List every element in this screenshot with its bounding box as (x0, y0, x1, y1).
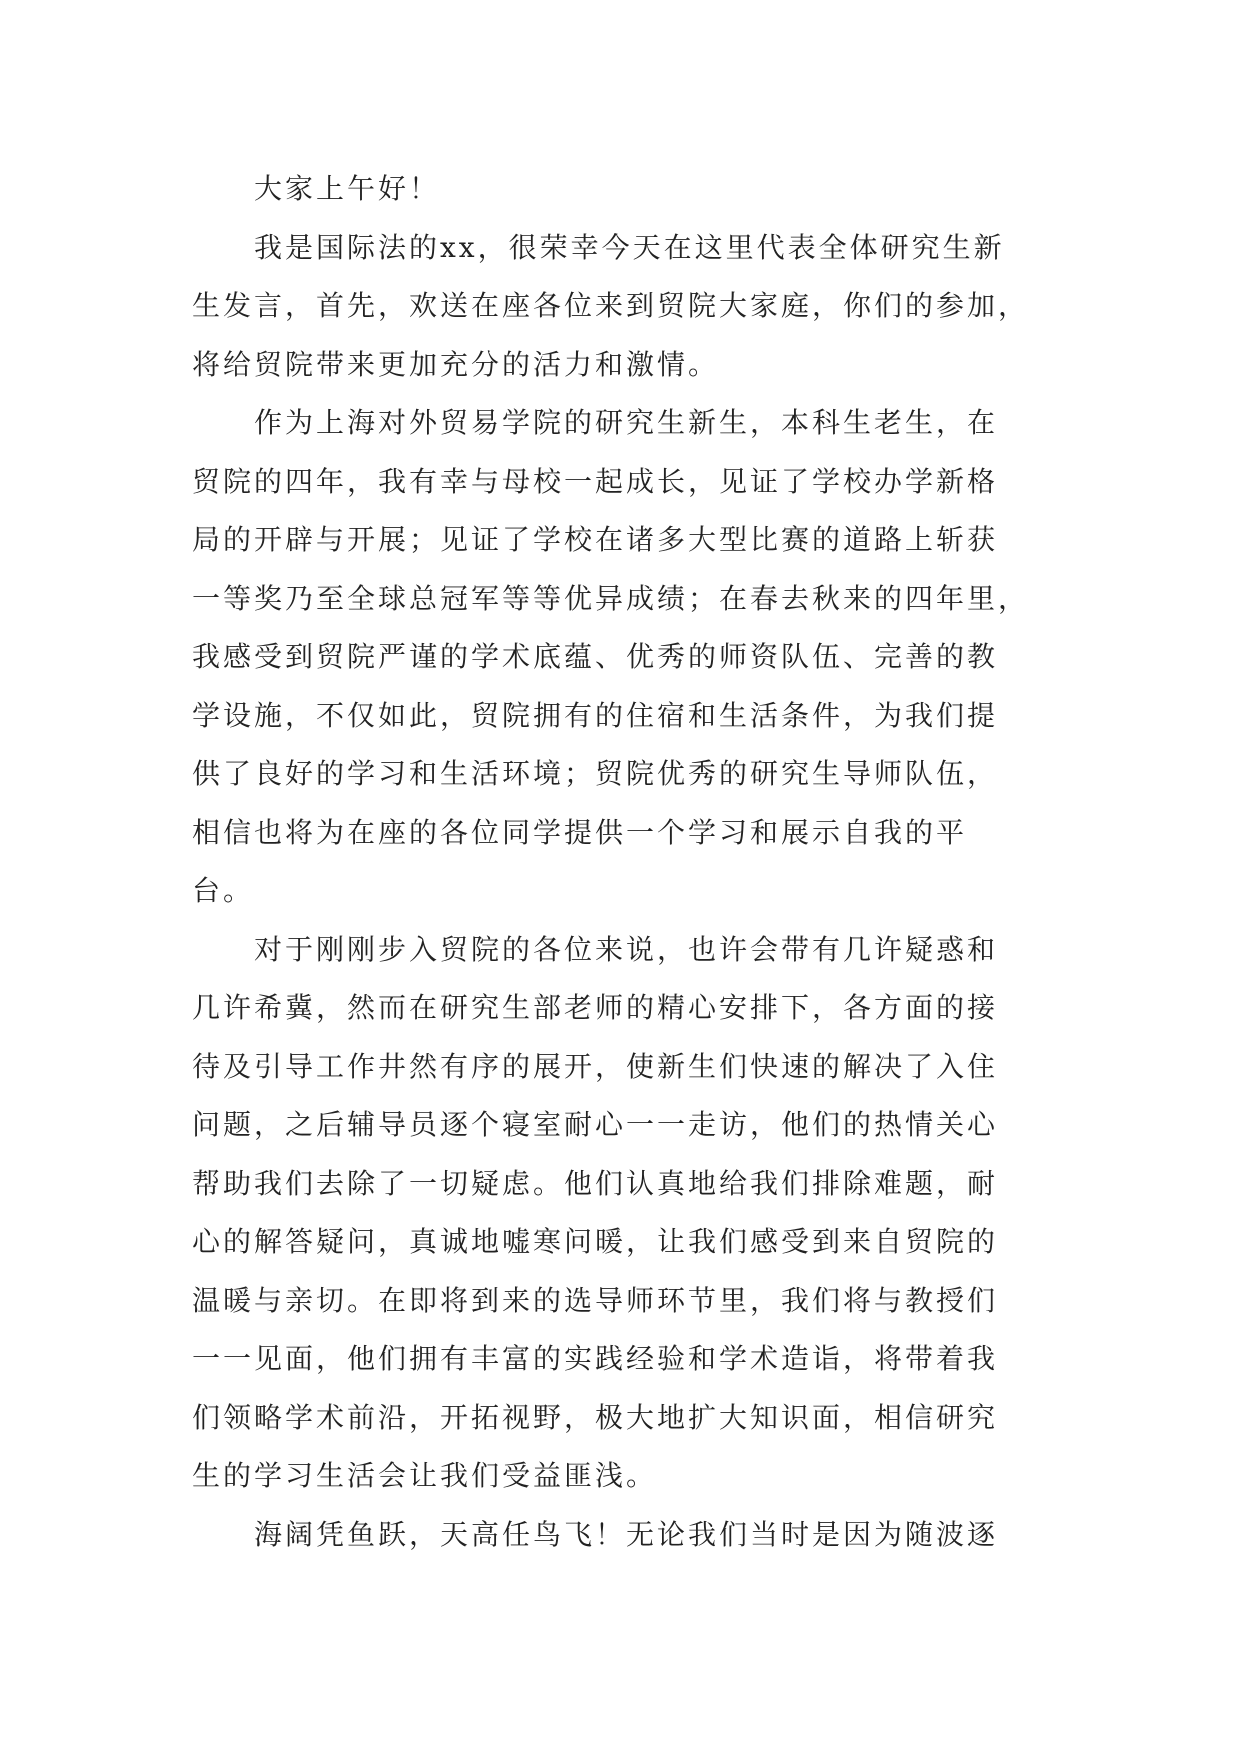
paragraph-line: 我是国际法的xx，很荣幸今天在这里代表全体研究生新 (254, 230, 1005, 264)
paragraph-line: 心的解答疑问，真诚地嘘寒问暖，让我们感受到来自贸院的 (192, 1225, 999, 1258)
paragraph-line: 海阔凭鱼跃，天高任鸟飞！无论我们当时是因为随波逐 (254, 1517, 999, 1551)
paragraph-4 (192, 1506, 1052, 1565)
paragraph-line: 生发言，首先，欢送在座各位来到贸院大家庭，你们的参加， (192, 289, 1030, 322)
paragraph-3 (192, 921, 1052, 1506)
paragraph-line: 贸院的四年，我有幸与母校一起成长，见证了学校办学新格 (192, 464, 999, 498)
paragraph-line: 们领略学术前沿，开拓视野，极大地扩大知识面，相信研究 (192, 1400, 999, 1434)
paragraph-line: 对于刚刚步入贸院的各位来说，也许会带有几许疑惑和 (254, 932, 999, 966)
paragraph-line: 问题，之后辅导员逐个寝室耐心一一走访，他们的热情关心 (192, 1108, 999, 1141)
paragraph-line: 一一见面，他们拥有丰富的实践经验和学术造诣，将带着我 (192, 1342, 999, 1375)
paragraph-line: 局的开辟与开展；见证了学校在诸多大型比赛的道路上斩获 (192, 523, 999, 556)
paragraph-line: 待及引导工作井然有序的展开，使新生们快速的解决了入住 (192, 1049, 999, 1083)
paragraph-line: 帮助我们去除了一切疑虑。他们认真地给我们排除难题，耐 (192, 1166, 999, 1200)
paragraph-line: 温暖与亲切。在即将到来的选导师环节里，我们将与教授们 (192, 1283, 999, 1317)
paragraph-line: 相信也将为在座的各位同学提供一个学习和展示自我的平 (192, 815, 968, 849)
paragraph-line: 几许希冀，然而在研究生部老师的精心安排下，各方面的接 (192, 991, 999, 1024)
paragraph-line: 台。 (192, 874, 255, 907)
paragraph-line: 作为上海对外贸易学院的研究生新生，本科生老生，在 (254, 406, 999, 439)
paragraph-line: 我感受到贸院严谨的学术底蕴、优秀的师资队伍、完善的教 (192, 640, 999, 673)
paragraph-line: 生的学习生活会让我们受益匪浅。 (192, 1459, 658, 1492)
paragraph-1 (192, 219, 1052, 395)
document-body (192, 160, 1052, 1564)
paragraph-2 (192, 394, 1052, 921)
paragraph-line: 供了良好的学习和生活环境；贸院优秀的研究生导师队伍， (192, 757, 999, 790)
greeting-line: 大家上午好！ (254, 172, 441, 205)
paragraph-line: 学设施，不仅如此，贸院拥有的住宿和生活条件，为我们提 (192, 698, 999, 732)
paragraph-line: 将给贸院带来更加充分的活力和激情。 (192, 347, 720, 381)
paragraph-line: 一等奖乃至全球总冠军等等优异成绩；在春去秋来的四年里， (192, 581, 1030, 615)
